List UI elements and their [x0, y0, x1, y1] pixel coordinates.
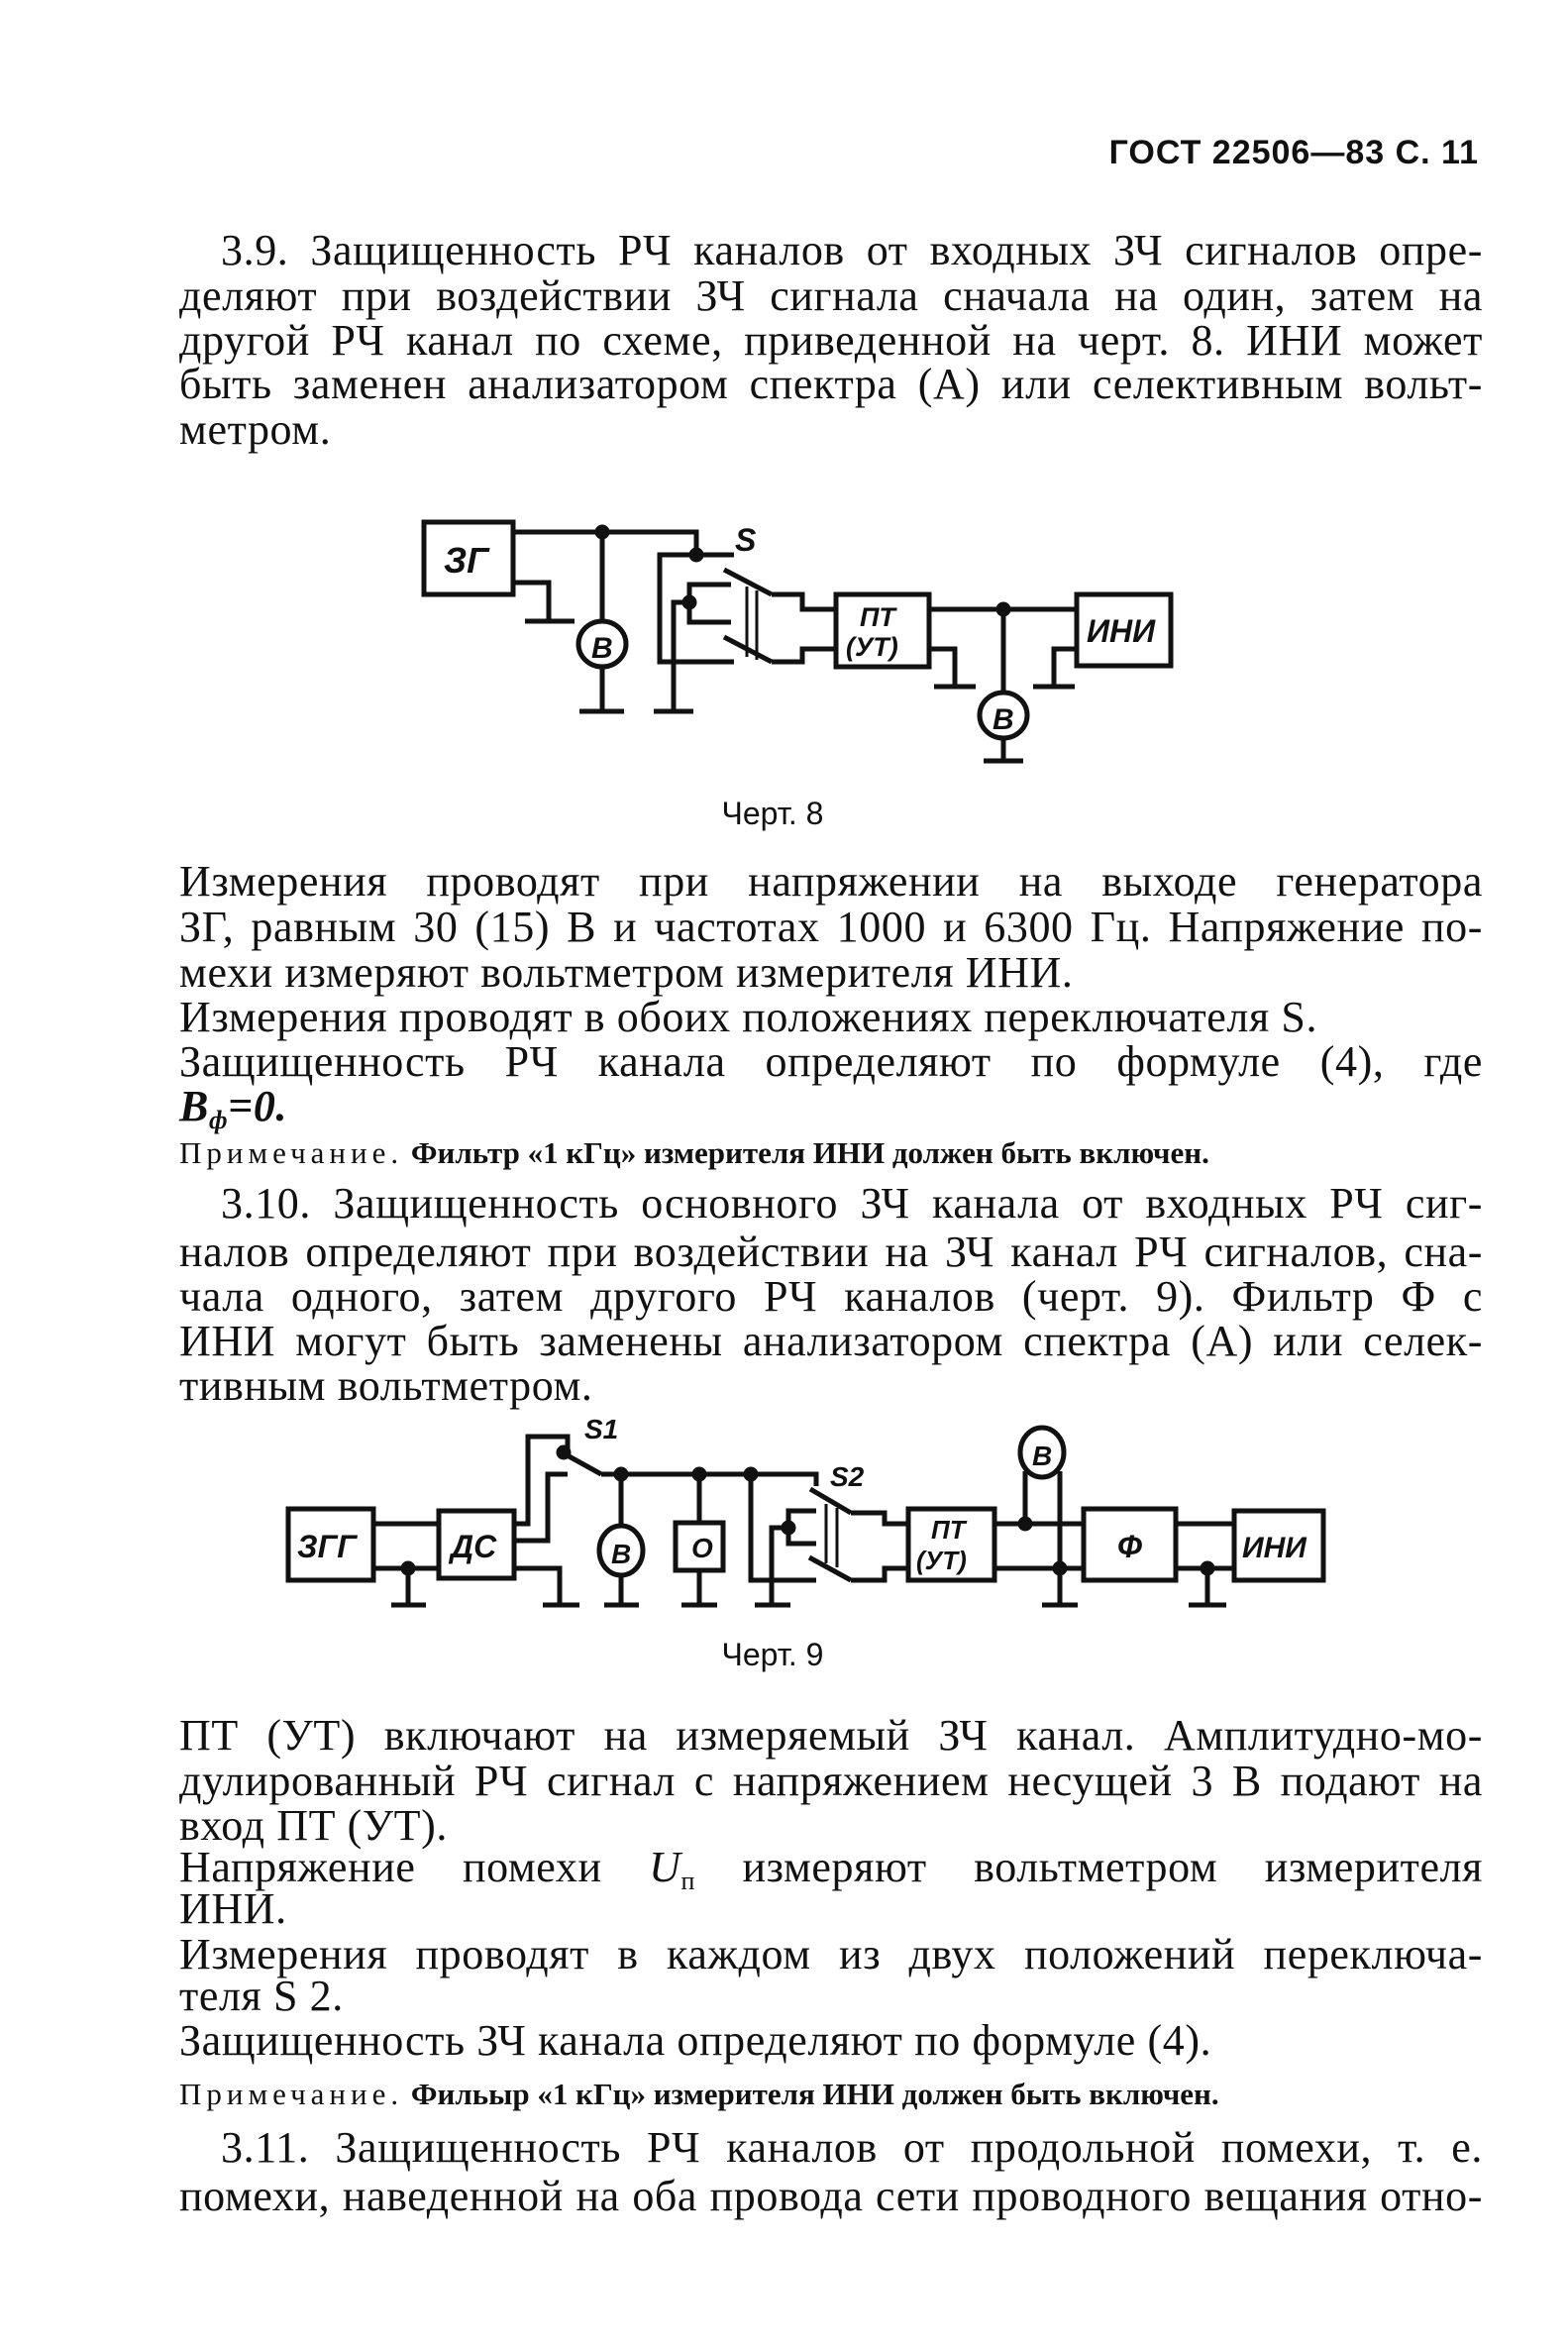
text-line: тивным вольтметром.: [179, 1361, 593, 1410]
formula-line: [179, 1082, 1483, 1134]
switch-s2-blade: [809, 1557, 851, 1580]
text-line: ЗГ, равным 30 (15) В и частотах 1000 и 6300 Гц. Напряжение по-: [179, 903, 1483, 951]
text-span: Напряжение помехи: [179, 1843, 602, 1891]
text-line: Защищенность ЗЧ канала определяют по формуле (4).: [179, 2016, 1212, 2065]
text-span: измеряют вольтметром измерителя: [742, 1843, 1483, 1891]
note-label: Примечание.: [179, 2077, 404, 2111]
text-line: Измерения проводят при напряжении на выходе генератора: [179, 857, 1483, 906]
oscilloscope-label: О: [691, 1533, 713, 1563]
wire: [513, 583, 549, 621]
text-line: деляют при воздействии ЗЧ сигнала сначала на один, затем на: [179, 271, 1483, 320]
text-line: 3.10. Защищенность основного ЗЧ канала от входных РЧ сиг-: [221, 1179, 1483, 1228]
formula-symbol: U: [649, 1843, 681, 1891]
text-line: теля S 2.: [179, 1972, 344, 2020]
text-line: мехи измеряют вольтметром измерителя ИНИ.: [179, 948, 1074, 997]
text-line: ИНИ могут быть заменены анализатором спектра (А) или селек-: [179, 1317, 1483, 1365]
formula-subscript: ф: [208, 1106, 229, 1134]
text-line: быть заменен анализатором спектра (А) или селективным вольт-: [179, 360, 1483, 408]
voltmeter-label: В: [611, 1539, 632, 1569]
text-line: вход ПТ (УТ).: [179, 1801, 449, 1850]
pt-label: ПТ: [860, 602, 895, 632]
voltmeter-label: В: [1032, 1441, 1053, 1471]
switch-s2-blade: [810, 1489, 851, 1513]
note-label: Примечание.: [179, 1135, 404, 1170]
switch-s1-label: S1: [584, 1414, 619, 1444]
formula-subscript: п: [680, 1867, 695, 1895]
page-header: ГОСТ 22506—83 С. 11: [1108, 134, 1479, 171]
ini-label: ИНИ: [1087, 613, 1156, 649]
text-line: ИНИ.: [179, 1884, 287, 1933]
figure-caption: Черт. 8: [721, 796, 824, 831]
text-line: другой РЧ канал по схеме, приведенной на черт. 8. ИНИ может: [179, 316, 1483, 365]
text-line: Измерения проводят в обоих положениях переключателя S.: [179, 993, 1318, 1041]
switch-frame: [660, 555, 734, 662]
diagram-fig8: [424, 522, 1171, 761]
ut-label: (УТ): [846, 632, 898, 662]
switch-s1-blade: [564, 1453, 601, 1474]
text-line: 3.11. Защищенность РЧ каналов от продольной помехи, т. е.: [221, 2123, 1483, 2172]
ini-label: ИНИ: [1242, 1532, 1307, 1564]
voltmeter-label: В: [591, 632, 613, 665]
diagram-fig9: [288, 1414, 1323, 1605]
note-text: Фильыр «1 кГц» измерителя ИНИ должен быть включен.: [403, 2077, 1219, 2111]
text-line: метром.: [179, 405, 332, 454]
text-line: Защищенность РЧ канала определяют по формуле (4), где: [179, 1037, 1483, 1086]
figure-caption: Черт. 9: [721, 1637, 824, 1672]
ut-label: (УТ): [916, 1546, 967, 1575]
text-line: помехи, наведенной на оба провода сети проводного вещания отно-: [179, 2172, 1483, 2220]
zg-label: ЗГ: [444, 540, 489, 581]
voltmeter-label: В: [993, 703, 1014, 736]
note: [179, 2075, 1483, 2114]
text-line: Измерения проводят в каждом из двух положений переключа-: [179, 1930, 1483, 1978]
switch-s-label: S: [735, 522, 757, 558]
text-line: дулированный РЧ сигнал с напряжением несущей 3 В подают на: [179, 1757, 1483, 1805]
zgg-label: ЗГГ: [297, 1529, 357, 1564]
formula-rest: =0.: [228, 1082, 288, 1130]
text-line: налов определяют при воздействии на ЗЧ канал РЧ сигналов, сна-: [179, 1228, 1483, 1276]
formula-symbol: В: [179, 1082, 209, 1130]
text-line: 3.9. Защищенность РЧ каналов от входных ЗЧ сигналов опре-: [221, 226, 1483, 274]
pt-label: ПТ: [931, 1515, 966, 1545]
text-line: чала одного, затем другого РЧ каналов (черт. 9). Фильтр Ф с: [179, 1272, 1483, 1321]
ds-label: ДС: [451, 1529, 497, 1564]
switch-s2-label: S2: [830, 1461, 865, 1492]
note-text: Фильтр «1 кГц» измерителя ИНИ должен быть включен.: [403, 1135, 1209, 1170]
text-line: ПТ (УТ) включают на измеряемый ЗЧ канал. Амплитудно-мо-: [179, 1711, 1483, 1760]
note: [179, 1133, 1483, 1173]
filter-label: Ф: [1117, 1529, 1142, 1564]
